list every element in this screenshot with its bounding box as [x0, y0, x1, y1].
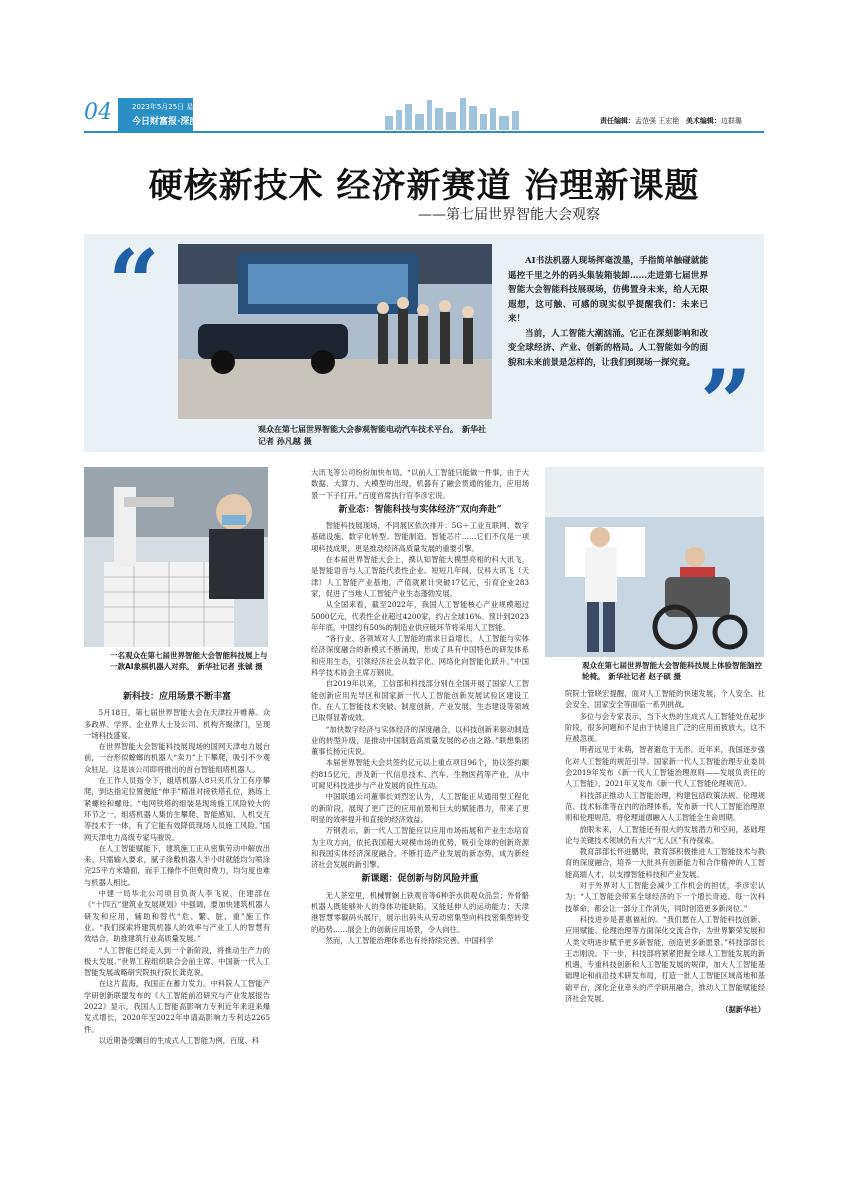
hero-photo [178, 244, 492, 419]
article-column-3 [565, 688, 765, 1016]
paragraph: 以近期备受瞩目的生成式人工智能为例，百度、科 [98, 1035, 260, 1045]
article-column-1 [84, 688, 270, 1046]
masthead-date: 2023年5月25日 星期四 [132, 103, 208, 111]
paragraph: 多位与会专家表示，当下火热的生成式人工智能处在起步阶段，很多问题和不足由于快速且广泛的应用而被放大，这不应被忽视。 [565, 711, 765, 744]
intro-paragraph: 当前，人工智能大潮汹涌。它正在深刻影响和改变全球经济、产业、创新的格局。人工智能如今的面貌和未来前景是怎样的，让我们到现场一探究竟。 [508, 328, 708, 368]
editors-label: 责任编辑： [600, 117, 635, 125]
paragraph: “各行业、各领域对人工智能的需求日益增长，人工智能与实体经济深度融合的新模式不断涌现，形成了具有中国特色的研发体系和应用生态，引领经济社会从数字化、网络化向智能化跃升。”中国科学技术协会主席万钢说。 [311, 634, 529, 678]
paragraph: 对于外界对人工智能会减少工作机会的担忧，李彦宏认为：“人工智能会带来全球经济的下一个增长奇迹。每一次科技革命，都会让一部分工作消失，同时创造更多新岗位。” [565, 881, 765, 913]
paragraph: 科技部正推动人工智能治理，构建包括政策法规、伦理规范、技术标准等在内的治理体系，发布新一代人工智能治理原则和伦理规范，将伦理道德融入人工智能全生命周期。 [565, 790, 765, 823]
paragraph: 在工作人员指令下，组塔机器人8只夹爪分工有序攀爬，到达指定位置便能“伸手”精准对接铁塔孔位，熟练上紧螺栓和螺母。“电网铁塔的组装是现场施工风险较大的环节之一，组塔机器人集仿生攀爬、智能感知、人机交互等技术于一体，有了它能有效降低现场人员施工风险。”国网天津电力高级专家马骏说。 [84, 776, 270, 842]
paragraph: 自2019年以来，工信部和科技部分别在全国开展了国家人工智能创新应用先导区和国家新一代人工智能创新发展试验区建设工作。在人工智能技术突破、制度创新、产业发展、生态建设等领域已取得显著成效。 [311, 679, 529, 723]
paragraph: “人工智能已经走入到一个新阶段，将推动生产力的极大发展。”世界工程组织联合会前主席、中国新一代人工智能发展战略研究院执行院长龚克说。 [84, 945, 270, 978]
paragraph: 无人茶室里，机械臂娴上铁观音等6种茶水供观众品尝；外骨骼机器人既能够补人的身体功能缺陷，又能延伸人的运动能力；天津港智慧零碳码头展厅，展示出码头从劳动密集型向科技密集型转变的趋势……展会上的创新应用场景，令人向往。 [311, 890, 529, 934]
masthead-paper-name: 今日财富报·深度 [132, 117, 199, 127]
headline: 硬核新技术 经济新赛道 治理新课题 [148, 166, 700, 206]
editors-line [600, 116, 742, 126]
paragraph: 明者远见于未萌，智者避危于无形。近年来，我国逐步强化对人工智能的规范引导。国家新一代人工智能治理专业委员会2019年发布《新一代人工智能治理原则——发展负责任的人工智能》，2021年又发布《新一代人工智能伦理规范》。 [565, 745, 765, 789]
skyline-icon [380, 96, 530, 130]
paragraph: 科技进步是普惠福祉的。“我们愿在人工智能科技创新、应用赋能、伦理治理等方面深化交流合作，为世界繁荣发展和人类文明进步赋予更多新智能，创造更多新愿景。”科技部部长王志刚说。下一步，科技部将紧紧把握全球人工智能发展的新机遇，专重科技创新和人工智能发展的规律，加大人工智能基础理论和前沿技术研发布局，打造一批人工智能区域高地和基础平台，深化企业牵头的产学研用融合，推动人工智能赋能经济社会发展。 [565, 914, 765, 1004]
paragraph: 智能科技展现场，不同展区依次排开：5G＋工业互联网、数字基础设施、数字化转型、智能制造、智能芯片……它们不仅是一项项科技成果，更是推动经济高质量发展的重要引擎。 [311, 521, 529, 553]
editors-value: 孟范强 王宏艳 [635, 117, 680, 125]
paragraph: 教育部部长怀进鹏说，教育部积极推进人工智能技术与教育的深度融合，培养一大批具有创新能力和合作精神的人工智能高端人才，以支撑智能科技和产业发展。 [565, 847, 765, 879]
paragraph: “加快数字经济与实体经济的深度融合，以科技创新来驱动制造业的转型升级，是推动中国制造高质量发展的必由之路。”联想集团董事长杨元庆说。 [311, 724, 529, 757]
paragraph: 放眼未来，人工智能还有很大的发展潜力和空间，基础理论与关键技术领域仍有大片“无人区”有待探索。 [565, 824, 765, 845]
paragraph: 在世界智能大会智能科技展现场的国网天津电力展台前，一台形似螳螂的机器人“卖力”上下攀爬，吸引不少观众驻足。这是该公司即将推出的首台智能组塔机器人。 [84, 742, 270, 774]
wheelchair-photo [545, 467, 764, 657]
paragraph: 然而，人工智能治理体系也有待持续完善。中国科学 [325, 935, 494, 945]
intro-paragraph: AI书法机器人现场挥毫泼墨，手指简单触碰就能遥控千里之外的码头集装箱装卸……走进第七届世界智能大会智能科技展现场，仿佛置身未来，给人无限遐想，这可触、可感的现实似乎提醒我们：未来已来！ [508, 256, 708, 324]
intro-text [508, 254, 708, 370]
wheelchair-caption: 观众在第七届世界智能大会智能科技展上体验智能脑控轮椅。 新华社记者 赵子硕 摄 [582, 661, 762, 681]
paragraph: 院院士管晓宏提醒，面对人工智能的快速发展，个人安全、社会安全、国家安全等面临一系列挑战。 [565, 689, 765, 710]
chess-robot-image-icon [84, 467, 268, 647]
paragraph: 在人工智能赋能下，建筑施工正从密集劳动中解放出来。只需输入要求，腻子涂敷机器人半小时就能均匀喷涂完25平方米墙面，而手工操作不但费时费力，均匀度也难与机器人相比。 [84, 843, 270, 887]
close-quote-icon: ” [700, 350, 752, 456]
paragraph: 5月18日，第七届世界智能大会在天津拉开帷幕。众多政界、学界、企业界人士及公司、机构齐聚津门，呈现一场科技盛宴。 [84, 708, 270, 740]
section-heading: 新科技：应用场景不断丰富 [122, 692, 231, 702]
paragraph: 大讯飞等公司纷纷加快布局。“以前人工智能只能做一件事，由于大数据、大算力、大模型的出现，机器有了融会贯通的能力，应用场景一下子打开。”百度首席执行官李彦宏说。 [311, 468, 529, 500]
paragraph: 从全国来看，截至2022年，我国人工智能核心产业规模超过5000亿元，代表性企业超过4200家，约占全球16%。预计到2023年年底，中国约有50%的制造业供应链环节将采用人工智能。 [311, 600, 529, 632]
article-column-2 [311, 467, 529, 946]
masthead-rule [84, 131, 764, 133]
paragraph: 万钢表示，新一代人工智能应以应用市场拓展和产业生态培育为主攻方向，依托我国超大规模市场的优势，吸引全球的创新资源和我国实体经济深度融合。不断打造产业发展的新态势，成为新经济社会发展的新引擎。 [311, 826, 529, 870]
paragraph: 在本届世界智能大会上，携认知智能大模型亮相的科大讯飞，是智能语音与人工智能代表性企业。短短几年间，仅科大讯飞（天津）人工智能产业基地，产值就累计突破17亿元，引育企业283家，促进了当地人工智能产业生态蓬勃发展。 [311, 555, 529, 598]
section-heading: 新业态：智能科技与实体经济“双向奔赴” [338, 504, 502, 515]
open-quote-icon: “ [108, 230, 160, 336]
chess-robot-photo [84, 467, 268, 647]
art-editor-label: 美术编辑： [685, 117, 721, 125]
page-number: 04 [84, 100, 112, 125]
source-credit: （据新华社） [721, 1005, 765, 1015]
art-editor-value: 边群璐 [720, 117, 742, 125]
wheelchair-image-icon [545, 467, 764, 657]
paragraph: 中国联通公司董事长刘烈宏认为，人工智能正从通用型工程化的新阶段，展现了更广泛的应用前景和巨大的赋能潜力，带来了更明显的效率提升和直接的经济效益。 [311, 792, 529, 824]
subheadline: ——第七届世界智能大会观察 [418, 207, 600, 223]
expo-photo-icon [178, 244, 492, 419]
paragraph: 本届世界智能大会共签约亿元以上重点项目96个，协议签约额约815亿元，涉及新一代信息技术、汽车、生物医药等产业，从中可窥见科技进步与产业发展的良性互动。 [311, 758, 529, 791]
hero-photo-caption: 观众在第七届世界智能大会参观智能电动汽车技术平台。 新华社记者 孙凡越 摄 [258, 425, 486, 446]
section-heading: 新课题：促创新与防风险并重 [361, 874, 479, 885]
chess-robot-caption: 一名观众在第七届世界智能大会智能科技展上与一款AI象棋机器人对弈。 新华社记者 张铖 摄 [110, 651, 268, 671]
paragraph: 中建一局华北公司项目负责人李飞说，住建部在《“十四五”建筑业发展规划》中强调，要加快建筑机器人研发和应用，辅助和替代“危、繁、脏、重”施工作业。“我们探索将建筑机器人的效率与产业工人的智慧有效结合，助推建筑行业高质量发展。” [84, 889, 270, 944]
paragraph: 在这片蓝海，我国正在蓄力发力。中科院人工智能产学研创新联盟发布的《人工智能前沿研究与产业发展报告2022》显示，我国人工智能高影响力专利近年来迎来爆发式增长，2020年至2022年申请高影响力专利达2265件。 [84, 979, 270, 1034]
